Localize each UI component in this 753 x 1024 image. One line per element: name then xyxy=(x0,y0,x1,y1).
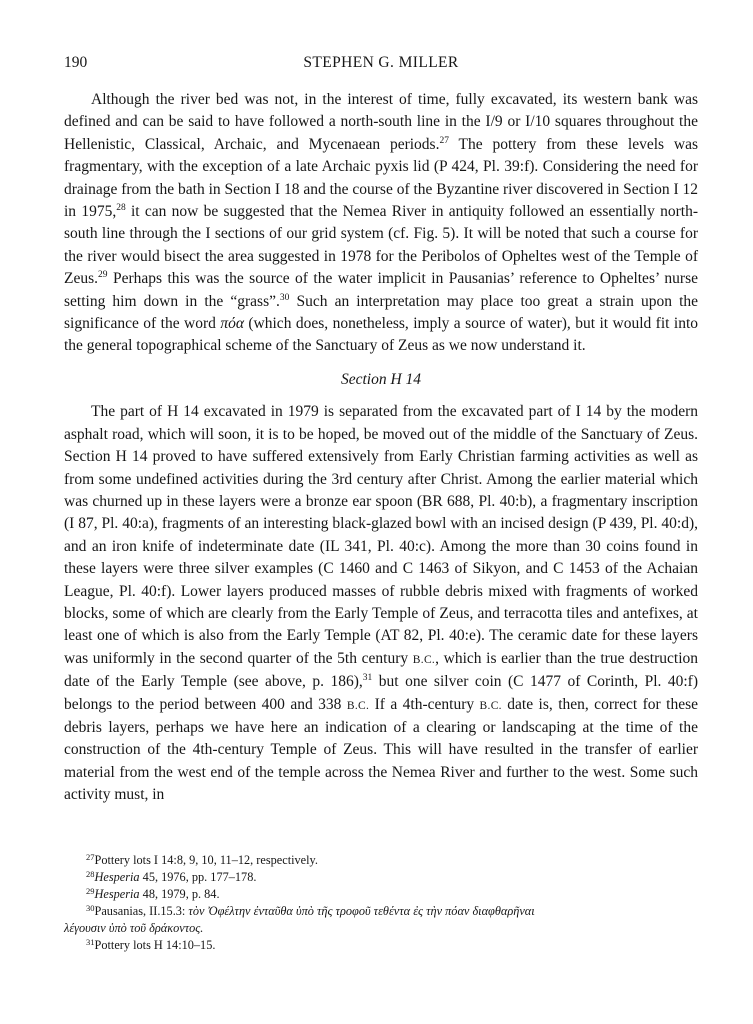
greek-quote-continued: λέγουσιν ὑπὸ τοῦ δράκοντος. xyxy=(64,921,204,935)
section-heading: Section H 14 xyxy=(340,370,422,388)
footnote-28: $^{28}$Hesperia 45, 1976, pp. 177–178. xyxy=(86,869,257,884)
footnote-ref-29[interactable]: 29 xyxy=(98,270,108,281)
footnotes xyxy=(64,852,698,954)
bc-label: B.C. xyxy=(412,653,436,666)
main-text xyxy=(64,89,698,807)
footnote-29: $^{29}$Hesperia 48, 1979, p. 84. xyxy=(86,886,220,901)
footnote-ref-28[interactable]: 28 xyxy=(116,203,126,214)
footnote-ref-30[interactable]: 30 xyxy=(279,292,290,303)
bc-label: B.C. xyxy=(479,699,502,712)
greek-quote: τὸν Ὀφέλτην ἐνταῦθα ὑπὸ τῆς τροφοῦ τεθέντα ἐς τὴν πόαν διαφθαρῆναι xyxy=(188,904,535,918)
bc-label: B.C. xyxy=(346,699,370,712)
page-number: 190 xyxy=(64,54,88,71)
running-header xyxy=(64,54,698,74)
greek-word: πόα xyxy=(220,315,244,333)
paragraph-river-bed: Although the river bed was not, in the interest of time, fully excavated, its western bank was defined and can be said to have followed a north-south line in the I/9 or I/10 squares throughout the Hellenistic, Classical, Archaic, and Mycenaean periods.$^{27}$ The pottery from these levels was fragmentary, with the exception of a late Archaic pyxis lid (P 424, Pl. 39:f). Considering the need for drainage from the bath in Section I 18 and the course of the Byzantine river discovered in Section I 12 in 1975,28 it can now be suggested that the Nemea River in antiquity followed an essentially north-south line through the I sections of our grid system (cf. Fig. 5). It will be noted that such a course for the river would bisect the area suggested in 1978 for the Peribolos of Opheltes west of the Temple of Zeus.$^{29}$ Perhaps this was the source of the water implicit in Pausanias’ reference to Opheltes’ nurse setting him down in the “grass”.$^{30}$ Such an interpretation may place too great a strain upon the significance of the word πόα (which does, nonetheless, imply a source of water), but it would fit into the general topographical scheme of the Sanctuary of Zeus as we now understand it. xyxy=(64,91,699,355)
footnote-27: $^{27}$Pottery lots I 14:8, 9, 10, 11–12, respectively. xyxy=(86,852,318,867)
paragraph-section-h14: The part of H 14 excavated in 1979 is separated from the excavated part of I 14 by the modern asphalt road, which will soon, it is to be hoped, be moved out of the middle of the Sanctuary of Zeus. Section H 14 proved to have suffered extensively from Early Christian farming activities as well as from some undefined activities during the 3rd century after Christ. Among the earlier material which was churned up in these layers were a bronze ear spoon (BR 688, Pl. 40:b), a fragmentary inscription (I 87, Pl. 40:a), fragments of an interesting black-glazed bowl with an incised design (P 439, Pl. 40:d), and an iron knife of indeterminate date (IL 341, Pl. 40:c). Among the more than 30 coins found in these layers were three silver examples (C 1460 and C 1463 of Sikyon, and C 1453 of the Achaian League, Pl. 40:f). Lower layers produced masses of rubble debris mixed with fragments of worked blocks, some of which are clearly from the Early Temple of Zeus, and terracotta tiles and antefixes, at least one of which is also from the Early Temple (AT 82, Pl. 40:e). The ceramic date for these layers was uniformly in the second quarter of the 5th century B.C., which is earlier than the true destruction date of the Early Temple (see above, p. 186),$^{31}$ but one silver coin (C 1477 of Corinth, Pl. 40:f) belongs to the period between 400 and 338 B.C. If a 4th-century B.C. date is, then, correct for these debris layers, perhaps we have here an indication of a clearing or landscaping at the time of the construction of the 4th-century Temple of Zeus. This will have resulted in the transfer of earlier material from the west end of the temple across the Nemea River and further to the west. Some such activity must, in xyxy=(64,403,699,804)
footnote-30: $^{30}$Pausanias, II.15.3: τὸν Ὀφέλτην ἐνταῦθα ὑπὸ τῆς τροφοῦ τεθέντα ἐς τὴν πόαν διαφθαρῆναι xyxy=(86,903,535,918)
footnote-ref-27[interactable]: 27 xyxy=(439,135,449,146)
running-head-author: STEPHEN G. MILLER xyxy=(303,54,459,71)
footnote-30-continued xyxy=(64,920,698,937)
footnote-31: $^{31}$Pottery lots H 14:10–15. xyxy=(86,937,216,952)
footnote-ref-31[interactable]: 31 xyxy=(362,673,373,684)
